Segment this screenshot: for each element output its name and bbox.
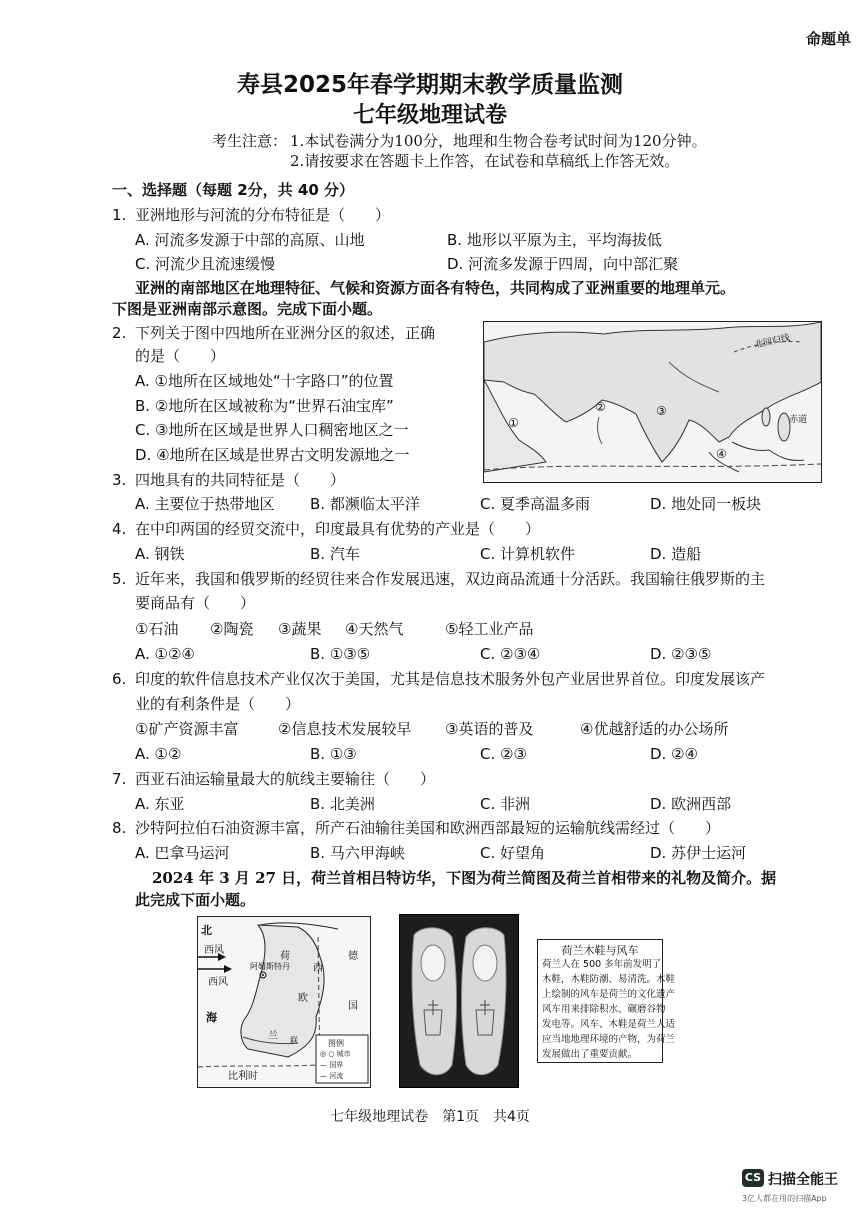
textbox-line: 风车用来排除积水、碾磨谷物 (542, 1004, 666, 1015)
question-number: 2. (112, 324, 127, 342)
question-stem-cont: 要商品有（ ） (135, 594, 256, 612)
item-2: ②信息技术发展较早 (278, 720, 412, 738)
map-label-sea: 海 (206, 1011, 217, 1024)
option-a: A. ①②④ (135, 645, 195, 663)
netherlands-map (197, 916, 371, 1088)
question-number: 6. (112, 670, 127, 688)
option-c: C. 非洲 (480, 795, 531, 813)
textbox-line: 木鞋，木鞋防潮、易清洗。木鞋 (542, 974, 676, 985)
map-label-1: ① (508, 416, 519, 430)
map-label-de: 德 (348, 951, 358, 962)
watermark-name: 扫描全能王 (768, 1172, 838, 1188)
option-c: C. ②③④ (480, 645, 541, 663)
exam-subtitle: 七年级地理试卷 (352, 103, 507, 128)
option-a: A. 主要位于热带地区 (135, 495, 275, 513)
question-number: 5. (112, 570, 127, 588)
option-a: A. 巴拿马运河 (135, 844, 230, 862)
map-label-3: ③ (656, 404, 667, 418)
option-d: D. 苏伊士运河 (650, 844, 747, 862)
watermark-tagline: 3亿人都在用的扫描App (742, 1194, 827, 1203)
map-label-guo: 国 (348, 1001, 358, 1012)
map-label-westwind-2: 西风 (208, 977, 228, 988)
camscanner-logo-icon: CS (742, 1169, 764, 1187)
question-stem: 在中印两国的经贸交流中，印度最具有优势的产业是（ ） (135, 520, 541, 538)
clogs-photo (399, 914, 519, 1088)
corner-label: 命题单 (806, 30, 852, 48)
item-3: ③英语的普及 (445, 720, 534, 738)
item-4: ④优越舒适的办公场所 (580, 720, 729, 738)
option-a: A. 钢铁 (135, 545, 185, 563)
item-1: ①矿产资源丰富 (135, 720, 239, 738)
option-b: B. ②地所在区域被称为“世界石油宝库” (135, 397, 394, 415)
question-number: 8. (112, 819, 127, 837)
option-c: C. ③地所在区域是世界人口稠密地区之一 (135, 421, 409, 439)
question-stem: 下列关于图中四地所在亚洲分区的叙述，正确 (135, 324, 436, 342)
option-d: D. 造船 (650, 545, 702, 563)
option-b: B. 都濒临太平洋 (310, 495, 420, 513)
option-d: D. ②④ (650, 745, 698, 763)
textbox-line: 应当地地理环境的产物，为荷兰 (542, 1034, 676, 1045)
map-label-ou: 欧 (298, 993, 308, 1004)
legend-city: ◎ ○ 城市 (320, 1050, 351, 1058)
option-b: B. 北美洲 (310, 795, 375, 813)
question-stem: 亚洲地形与河流的分布特征是（ ） (135, 206, 391, 224)
option-b: B. ①③⑤ (310, 645, 371, 663)
question-stem: 沙特阿拉伯石油资源丰富，所产石油输往美国和欧洲西部最短的运输航线需经过（ ） (135, 819, 721, 837)
map-label-lan: 兰 (268, 1031, 278, 1042)
option-a: A. ①地所在区域地处“十字路口”的位置 (135, 372, 394, 390)
option-b: B. 地形以平原为主，平均海拔低 (447, 231, 662, 249)
question-number: 4. (112, 520, 127, 538)
item-1: ①石油 (135, 620, 179, 638)
legend-border: — 国界 (320, 1061, 344, 1069)
option-c: C. 计算机软件 (480, 545, 576, 563)
item-4: ④天然气 (345, 620, 404, 638)
map-label-north: 北 (201, 924, 212, 937)
map-label-4: ④ (716, 447, 727, 461)
option-a: A. 东亚 (135, 795, 185, 813)
question-stem: 印度的软件信息技术产业仅次于美国，尤其是信息技术服务外包产业居世界首位。印度发展该产 (135, 670, 766, 688)
exam-title: 寿县2025年春学期期末教学质量监测 (236, 72, 623, 98)
map-label-equator: 赤道 (789, 415, 808, 425)
intro-asia-line-2: 下图是亚洲南部示意图。完成下面小题。 (112, 300, 383, 318)
question-stem: 四地具有的共同特征是（ ） (135, 471, 346, 489)
map-label-westwind-1: 西风 (204, 945, 224, 956)
option-a: A. 河流多发源于中部的高原、山地 (135, 231, 365, 249)
asia-south-map (483, 321, 822, 483)
question-stem-cont: 的是（ ） (135, 347, 226, 365)
question-number: 1. (112, 206, 127, 224)
option-b: B. 马六甲海峡 (310, 844, 405, 862)
option-d: D. 地处同一板块 (650, 495, 762, 513)
question-stem: 近年来，我国和俄罗斯的经贸往来合作发展迅速，双边商品流通十分活跃。我国输往俄罗斯的主 (135, 570, 766, 588)
map-label-belgium: 比利时 (228, 1071, 258, 1082)
page-footer: 七年级地理试卷 第1页 共4页 (330, 1109, 530, 1125)
notice-line-1: 1.本试卷满分为100分，地理和生物合卷考试时间为120分钟。 (290, 132, 707, 150)
option-c: C. 好望角 (480, 844, 546, 862)
intro-asia-line-1: 亚洲的南部地区在地理特征、气候和资源方面各有特色，共同构成了亚洲重要的地理单元。 (135, 279, 736, 297)
option-b: B. ①③ (310, 745, 357, 763)
question-number: 7. (112, 770, 127, 788)
intro-nl-line-1: 2024 年 3 月 27 日，荷兰首相吕特访华，下图为荷兰简图及荷兰首相带来的礼物及简介。据 (152, 869, 777, 887)
legend-title: 图例 (328, 1039, 344, 1048)
textbox-line: 荷兰人在 500 多年前发明了 (542, 959, 662, 970)
map-label-lian: 联 (290, 1036, 298, 1045)
notice-line-2: 2.请按要求在答题卡上作答，在试卷和草稿纸上作答无效。 (290, 152, 680, 170)
option-b: B. 汽车 (310, 545, 360, 563)
option-c: C. 河流少且流速缓慢 (135, 255, 276, 273)
legend-river: — 河流 (320, 1072, 344, 1080)
question-number: 3. (112, 471, 127, 489)
option-c: C. ②③ (480, 745, 527, 763)
clogs-windmill-textbox (537, 939, 676, 1063)
map-label-2: ② (595, 400, 606, 414)
section-heading: 一、选择题（每题 2分，共 40 分） (112, 181, 354, 199)
notice-label: 考生注意： (212, 132, 288, 150)
item-5: ⑤轻工业产品 (445, 620, 534, 638)
map-label-tropic: 北回归线 (753, 333, 791, 351)
textbox-line: 发电等。风车、木鞋是荷兰人适 (542, 1019, 676, 1030)
textbox-line: 上绘制的风车是荷兰的文化遗产 (542, 989, 676, 1000)
map-label-xi: 西 (313, 963, 323, 974)
option-c: C. 夏季高温多雨 (480, 495, 591, 513)
map-label-he: 荷 (280, 951, 290, 962)
option-d: D. ④地所在区域是世界古文明发源地之一 (135, 446, 410, 464)
map-label-amsterdam: 阿姆斯特丹 (250, 962, 290, 971)
option-a: A. ①② (135, 745, 182, 763)
option-d: D. 欧洲西部 (650, 795, 732, 813)
intro-nl-line-2: 此完成下面小题。 (135, 891, 256, 909)
textbox-title: 荷兰木鞋与风车 (561, 944, 639, 957)
textbox-line: 发展做出了重要贡献。 (542, 1049, 638, 1060)
option-d: D. ②③⑤ (650, 645, 712, 663)
question-stem-cont: 业的有利条件是（ ） (135, 695, 301, 713)
question-stem: 西亚石油运输量最大的航线主要输往（ ） (135, 770, 436, 788)
item-2: ②陶瓷 (210, 620, 254, 638)
option-d: D. 河流多发源于四周，向中部汇聚 (447, 255, 679, 273)
item-3: ③蔬果 (278, 620, 322, 638)
